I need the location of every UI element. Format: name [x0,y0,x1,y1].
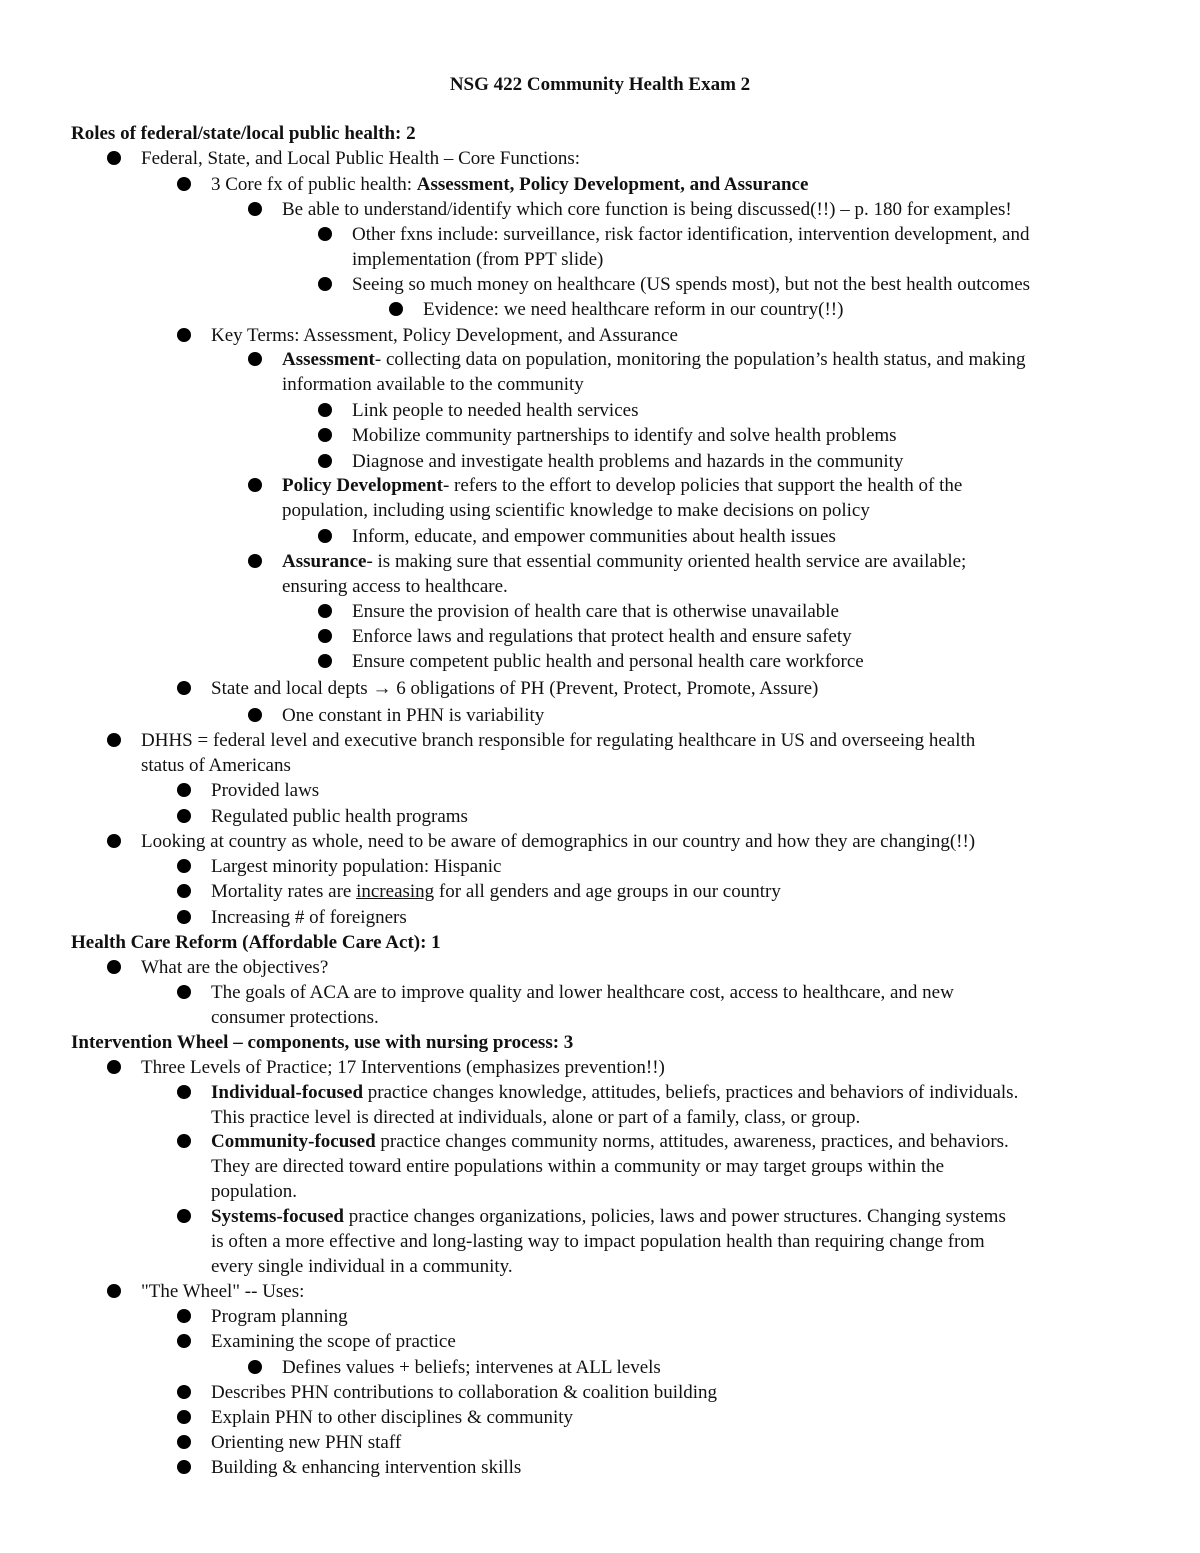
bullet-icon [248,1360,262,1374]
bullet-icon [177,859,191,873]
list-item: Link people to needed health services [352,398,638,423]
list-item: Program planning [211,1304,348,1329]
bullet-icon [248,708,262,722]
bullet-icon [177,884,191,898]
bullet-icon [177,1309,191,1323]
bullet-icon [177,1410,191,1424]
list-item: Looking at country as whole, need to be aware of demographics in our country and how they are changing(!!) [141,829,975,854]
bullet-icon [318,454,332,468]
bullet-icon [318,654,332,668]
bullet-icon [177,1435,191,1449]
bullet-icon [177,910,191,924]
list-item: Evidence: we need healthcare reform in our country(!!) [423,297,843,322]
bullet-icon [107,151,121,165]
list-item: Provided laws [211,778,319,803]
list-item: Key Terms: Assessment, Policy Development, and Assurance [211,323,678,348]
section-heading-intervention-wheel: Intervention Wheel – components, use with nursing process: 3 [71,1032,574,1053]
bullet-icon [318,277,332,291]
list-item: Defines values + beliefs; intervenes at ALL levels [282,1355,661,1380]
section-heading-aca: Health Care Reform (Affordable Care Act): 1 [71,932,441,953]
bullet-icon [318,227,332,241]
bullet-icon [177,1134,191,1148]
page-title: NSG 422 Community Health Exam 2 [449,74,751,95]
bullet-icon [389,302,403,316]
bullet-icon [177,681,191,695]
list-item: Explain PHN to other disciplines & community [211,1405,573,1430]
bullet-icon [248,352,262,366]
list-item: Orienting new PHN staff [211,1430,401,1455]
list-item: Individual-focused practice changes knowledge, attitudes, beliefs, practices and behaviors of individuals. This practice level is directed at individuals, alone or part of a family, class, or group. [211,1080,1018,1130]
list-item: The goals of ACA are to improve quality and lower healthcare cost, access to healthcare, and new consumer protections. [211,980,954,1030]
bullet-icon [177,177,191,191]
list-item: 3 Core fx of public health: Assessment, Policy Development, and Assurance [211,172,808,197]
list-item: Federal, State, and Local Public Health – Core Functions: [141,146,580,171]
list-item: Community-focused practice changes community norms, attitudes, awareness, practices, and behaviors. They are directed toward entire populations within a community or may target groups within the population. [211,1129,1009,1205]
bullet-icon [318,529,332,543]
bullet-icon [107,1284,121,1298]
bullet-icon [107,733,121,747]
bullet-icon [318,604,332,618]
bullet-icon [248,202,262,216]
list-item: Other fxns include: surveillance, risk factor identification, intervention development, and implementation (from PPT slide) [352,222,1029,272]
bullet-icon [177,1460,191,1474]
list-item: Seeing so much money on healthcare (US spends most), but not the best health outcomes [352,272,1030,297]
bullet-icon [177,1385,191,1399]
list-item: One constant in PHN is variability [282,703,544,728]
list-item: Mortality rates are increasing for all genders and age groups in our country [211,879,781,904]
list-item: Inform, educate, and empower communities about health issues [352,524,836,549]
list-item: Be able to understand/identify which core function is being discussed(!!) – p. 180 for examples! [282,197,1012,222]
list-item: Increasing # of foreigners [211,905,407,930]
list-item: Three Levels of Practice; 17 Interventions (emphasizes prevention!!) [141,1055,665,1080]
bullet-icon [107,960,121,974]
list-item: Examining the scope of practice [211,1329,456,1354]
bullet-icon [177,328,191,342]
list-item: Describes PHN contributions to collaboration & coalition building [211,1380,717,1405]
list-item: Systems-focused practice changes organizations, policies, laws and power structures. Changing systems is often a more effective and long-lasting way to impact population health than requiring change from every single individual in a community. [211,1204,1006,1280]
list-item: Assurance- is making sure that essential community oriented health service are available; ensuring access to healthcare. [282,549,966,599]
bullet-icon [177,985,191,999]
list-item: What are the objectives? [141,955,328,980]
bullet-icon [318,428,332,442]
list-item: Largest minority population: Hispanic [211,854,501,879]
list-item: Ensure the provision of health care that is otherwise unavailable [352,599,839,624]
bullet-icon [177,1334,191,1348]
bullet-icon [248,554,262,568]
bullet-icon [248,478,262,492]
section-heading-roles: Roles of federal/state/local public health: 2 [71,123,416,144]
bullet-icon [107,834,121,848]
bullet-icon [318,403,332,417]
bullet-icon [177,809,191,823]
bullet-icon [177,1209,191,1223]
list-item: "The Wheel" -- Uses: [141,1279,304,1304]
bullet-icon [177,1085,191,1099]
list-item: Mobilize community partnerships to identify and solve health problems [352,423,897,448]
list-item: Regulated public health programs [211,804,468,829]
list-item: Enforce laws and regulations that protect health and ensure safety [352,624,852,649]
list-item: Diagnose and investigate health problems and hazards in the community [352,449,903,474]
list-item: Ensure competent public health and personal health care workforce [352,649,864,674]
list-item: DHHS = federal level and executive branch responsible for regulating healthcare in US and overseeing health status of Americans [141,728,975,778]
bullet-icon [107,1060,121,1074]
bullet-icon [177,783,191,797]
list-item: Policy Development- refers to the effort to develop policies that support the health of the population, including using scientific knowledge to make decisions on policy [282,473,962,523]
list-item: Assessment- collecting data on population, monitoring the population’s health status, and making information available to the community [282,347,1026,397]
list-item: Building & enhancing intervention skills [211,1455,521,1480]
list-item: State and local depts → 6 obligations of PH (Prevent, Protect, Promote, Assure) [211,676,818,701]
bullet-icon [318,629,332,643]
